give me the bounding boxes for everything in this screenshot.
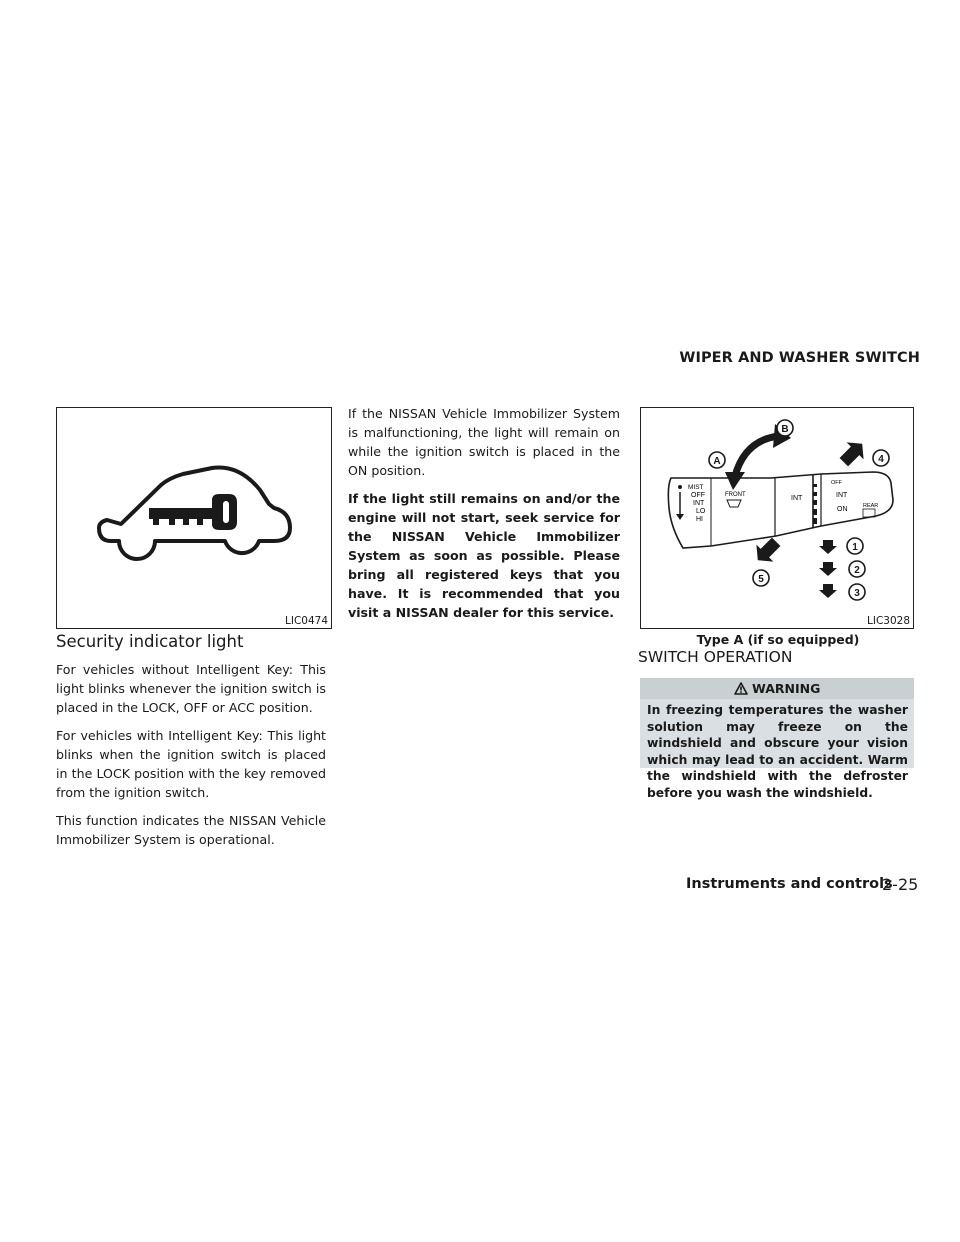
paragraph: This function indicates the NISSAN Vehicle Immobilizer System is operational. bbox=[56, 813, 326, 847]
label-b: B bbox=[781, 424, 789, 435]
middle-text-block bbox=[348, 404, 620, 622]
label-lo: LO bbox=[696, 508, 706, 515]
label-1: 1 bbox=[852, 542, 858, 553]
wiper-lever-diagram bbox=[641, 408, 913, 628]
label-hi: HI bbox=[696, 516, 703, 523]
label-front: FRONT bbox=[725, 492, 746, 498]
figure-code: LIC0474 bbox=[285, 615, 328, 627]
label-rear: REAR bbox=[863, 503, 879, 509]
figure-code: LIC3028 bbox=[867, 615, 910, 627]
warning-text: In freezing temperatures the washer solution may freeze on the windshield and obscure your vision which may lead to an accident. Warm the windshield with the defroster before you wash the windshield. bbox=[647, 703, 908, 800]
label-int-rear: INT bbox=[836, 492, 848, 499]
security-indicator-figure bbox=[56, 407, 332, 629]
label-off: OFF bbox=[691, 492, 705, 499]
label-5: 5 bbox=[758, 574, 764, 585]
section-header: WIPER AND WASHER SWITCH bbox=[679, 350, 920, 366]
warning-header bbox=[640, 678, 914, 699]
paragraph: For vehicles without Intelligent Key: This light blinks whenever the ignition switch is placed in the LOCK, OFF or ACC position. bbox=[56, 662, 326, 715]
warning-box bbox=[640, 678, 914, 800]
label-2: 2 bbox=[854, 565, 860, 576]
label-off-rear: OFF bbox=[831, 480, 842, 486]
bold-paragraph: If the light still remains on and/or the engine will not start, seek service for the NISSAN Vehicle Immobilizer System as soon as possible. Please bring all registered keys that you have. It is recommended that you visit a NISSAN dealer for this service. bbox=[348, 491, 620, 620]
paragraph: For vehicles with Intelligent Key: This light blinks when the ignition switch is placed in the LOCK position with the key removed from the ignition switch. bbox=[56, 728, 326, 800]
label-3: 3 bbox=[854, 588, 860, 599]
label-int: INT bbox=[693, 500, 705, 507]
left-text-block bbox=[56, 660, 326, 849]
warning-icon bbox=[734, 682, 748, 695]
footer-chapter-title: Instruments and controls bbox=[686, 876, 893, 892]
heading-security-indicator-light: Security indicator light bbox=[56, 632, 244, 651]
car-key-icon bbox=[57, 408, 331, 628]
label-4: 4 bbox=[878, 454, 884, 465]
label-on: ON bbox=[837, 506, 848, 513]
page-number: 2-25 bbox=[882, 875, 919, 894]
label-a: A bbox=[713, 456, 721, 467]
wiper-switch-figure bbox=[640, 407, 914, 629]
figure-caption: Type A (if so equipped) bbox=[696, 632, 860, 647]
heading-switch-operation: SWITCH OPERATION bbox=[638, 648, 793, 666]
label-int-dial: INT bbox=[791, 495, 803, 502]
paragraph: If the NISSAN Vehicle Immobilizer System is malfunctioning, the light will remain on while the ignition switch is placed in the ON position. bbox=[348, 406, 620, 478]
warning-title: WARNING bbox=[752, 681, 821, 696]
label-mist: MIST bbox=[688, 484, 704, 491]
